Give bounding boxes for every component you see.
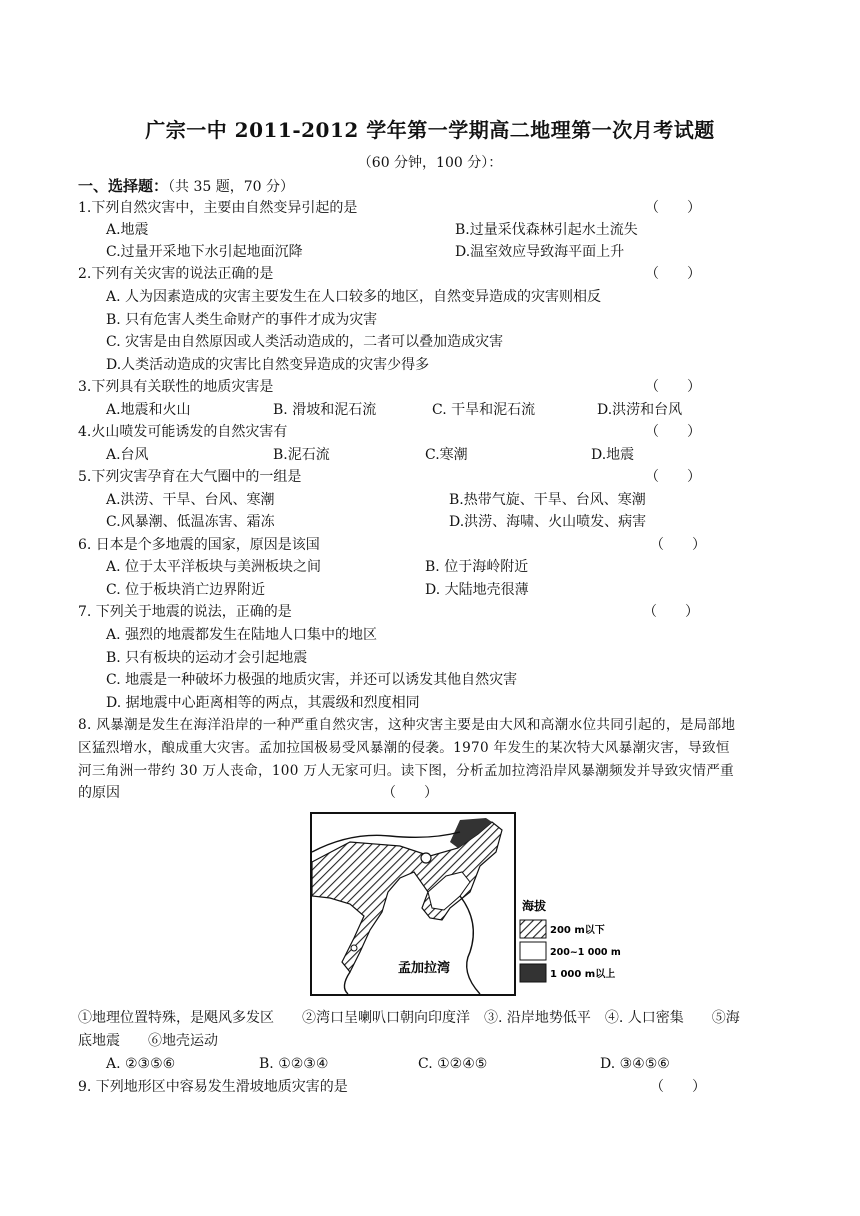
q8-statements-line-1: ①地理位置特殊，是飓风多发区 ②湾口呈喇叭口朝向印度洋 ③. 沿岸地势低平 ④. 人口密集 ⑤海: [78, 1010, 740, 1026]
q4-option-d: D.地震: [591, 447, 635, 463]
legend-label-highland: 1 000 m以上: [550, 969, 616, 980]
legend-swatch-lowland: [520, 920, 546, 938]
q5-option-a: A.洪涝、干旱、台风、寒潮: [106, 492, 275, 508]
q8-stem-line-4: 的原因: [78, 785, 120, 801]
q2-option-d: D.人类活动造成的灾害比自然变异造成的灾害少得多: [106, 357, 430, 373]
q4-option-a: A.台风: [106, 447, 149, 463]
q1-stem: 1.下列自然灾害中，主要由自然变异引起的是: [78, 200, 358, 216]
q6-option-d: D. 大陆地壳很薄: [425, 582, 529, 598]
q2-answer-bracket[interactable]: （ ）: [645, 266, 701, 282]
q8-stem-line-2: 区猛烈增水，酿成重大灾害。孟加拉国极易受风暴潮的侵袭。1970 年发生的某次特大风暴潮灾害，导致恒: [78, 740, 730, 756]
q6-stem: 6. 日本是个多地震的国家，原因是该国: [78, 537, 320, 553]
q4-option-c: C.寒潮: [425, 447, 468, 463]
q2-option-a: A. 人为因素造成的灾害主要发生在人口较多的地区，自然变异造成的灾害则相反: [106, 289, 602, 305]
section-heading: [78, 176, 294, 197]
legend-label-midland: 200~1 000 m: [550, 947, 621, 958]
section-note: （共 35 题，70 分）: [168, 179, 294, 195]
q9-stem: 9. 下列地形区中容易发生滑坡地质灾害的是: [78, 1079, 348, 1095]
exam-title: 广宗一中 2011-2012 学年第一学期高二地理第一次月考试题: [145, 118, 715, 142]
map-place-label: 孟加拉湾: [398, 961, 451, 976]
map-legend-title: 海拔: [522, 899, 547, 913]
q8-option-a: A. ②③⑤⑥: [106, 1056, 176, 1072]
q9-answer-bracket[interactable]: （ ）: [650, 1079, 706, 1095]
q7-option-c: C. 地震是一种破坏力极强的地质灾害，并还可以诱发其他自然灾害: [106, 672, 518, 688]
q8-option-b: B. ①②③④: [259, 1056, 329, 1072]
city-marker: [421, 853, 431, 863]
q6-option-b: B. 位于海岭附近: [425, 559, 529, 575]
q6-answer-bracket[interactable]: （ ）: [650, 537, 706, 553]
q8-statements-line-2: 底地震 ⑥地壳运动: [78, 1033, 218, 1049]
q5-stem: 5.下列灾害孕育在大气圈中的一组是: [78, 469, 302, 485]
q3-option-d: D.洪涝和台风: [597, 402, 683, 418]
q7-option-a: A. 强烈的地震都发生在陆地人口集中的地区: [106, 627, 378, 643]
q2-option-c: C. 灾害是由自然原因或人类活动造成的，二者可以叠加造成灾害: [106, 334, 504, 350]
q2-stem: 2.下列有关灾害的说法正确的是: [78, 266, 274, 282]
q1-option-b: B.过量采伐森林引起水土流失: [455, 222, 638, 238]
exam-subtitle: （60 分钟，100 分）：: [357, 155, 503, 171]
q1-option-a: A.地震: [106, 222, 149, 238]
q6-option-a: A. 位于太平洋板块与美洲板块之间: [106, 559, 322, 575]
q2-option-b: B. 只有危害人类生命财产的事件才成为灾害: [106, 312, 378, 328]
q8-stem-line-3: 河三角洲一带约 30 万人丧命，100 万人无家可归。读下图，分析孟加拉湾沿岸风暴潮频发并导致灾情严重: [78, 763, 735, 779]
q3-option-b: B. 滑坡和泥石流: [273, 402, 377, 418]
q8-option-d: D. ③④⑤⑥: [600, 1056, 670, 1072]
island-marker: [351, 945, 357, 951]
q3-answer-bracket[interactable]: （ ）: [645, 379, 701, 395]
q6-option-c: C. 位于板块消亡边界附近: [106, 582, 266, 598]
q5-option-d: D.洪涝、海啸、火山喷发、病害: [449, 514, 647, 530]
q5-option-b: B.热带气旋、干旱、台风、寒潮: [449, 492, 646, 508]
q3-option-a: A.地震和火山: [106, 402, 191, 418]
q5-option-c: C.风暴潮、低温冻害、霜冻: [106, 514, 275, 530]
section-title: 一、选择题：: [78, 177, 169, 195]
q7-option-b: B. 只有板块的运动才会引起地震: [106, 650, 308, 666]
legend-swatch-highland: [520, 964, 546, 982]
q8-stem-line-1: 8. 风暴潮是发生在海洋沿岸的一种严重自然灾害，这种灾害主要是由大风和高潮水位共同引起的，是局部地: [78, 717, 736, 733]
q3-option-c: C. 干旱和泥石流: [432, 402, 536, 418]
q8-answer-bracket[interactable]: （ ）: [382, 785, 438, 801]
q7-option-d: D. 据地震中心距离相等的两点，其震级和烈度相同: [106, 695, 420, 711]
q5-answer-bracket[interactable]: （ ）: [645, 469, 701, 485]
q3-stem: 3.下列具有关联性的地质灾害是: [78, 379, 274, 395]
q1-option-c: C.过量开采地下水引起地面沉降: [106, 244, 303, 260]
q1-option-d: D.温室效应导致海平面上升: [455, 244, 625, 260]
q4-answer-bracket[interactable]: （ ）: [645, 424, 701, 440]
q7-answer-bracket[interactable]: （ ）: [643, 604, 699, 620]
q7-stem: 7. 下列关于地震的说法，正确的是: [78, 604, 292, 620]
legend-label-lowland: 200 m以下: [550, 925, 605, 936]
q8-option-c: C. ①②④⑤: [418, 1056, 488, 1072]
q4-option-b: B.泥石流: [273, 447, 330, 463]
q1-answer-bracket[interactable]: （ ）: [645, 200, 701, 216]
legend-swatch-midland: [520, 942, 546, 960]
bay-of-bengal-map: [310, 812, 621, 998]
q4-stem: 4.火山喷发可能诱发的自然灾害有: [78, 424, 288, 440]
